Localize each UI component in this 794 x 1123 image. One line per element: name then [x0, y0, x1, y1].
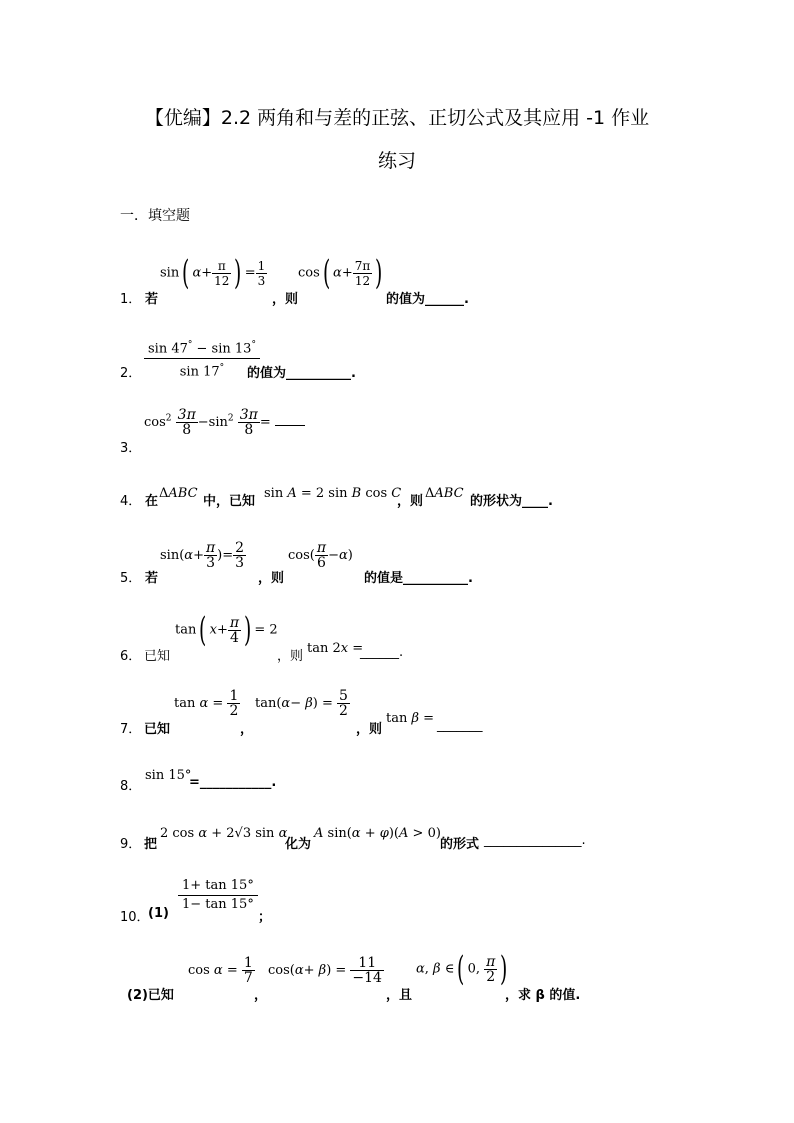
- page-title-line1: 【优编】2.2 两角和与差的正弦、正切公式及其应用 -1 作业: [144, 107, 650, 129]
- q4-mid2: ，则: [397, 494, 424, 509]
- q6-number: 6．: [120, 649, 142, 664]
- q5-pre: 若: [145, 571, 159, 586]
- q1-formula-sin: sin( α+ $\frac{\pi}{12}$ ) = $\frac{1}{3}$: [160, 253, 266, 293]
- q2-formula: $\frac{\sin 47^\circ - \sin 13^\circ}{\sin 17^\circ}$: [144, 336, 260, 382]
- q4-pre: 在: [145, 494, 159, 509]
- q7-formula-1: tan α = $\frac{1}{2}$: [174, 688, 239, 719]
- q6-formula: tan( x+ $\frac{\pi}{4}$ ) = 2: [175, 610, 278, 650]
- q2-number: 2．: [120, 366, 142, 381]
- q4-formula: sin A = 2 sin B cos C: [264, 486, 402, 501]
- q4-post: 的形状为____.: [470, 494, 553, 509]
- section-heading: 一．填空题: [120, 208, 190, 224]
- q6-result: tan 2x =: [307, 641, 364, 656]
- q9-pre: 把: [144, 837, 158, 852]
- q10-part1-label: (1): [148, 906, 169, 921]
- q10-formula-cos: cos α = $\frac{1}{7}$: [188, 955, 253, 986]
- q1-number: 1．: [120, 292, 142, 307]
- q10-part1-formula: $\frac{1+ \tan 15^\circ}{1- \tan 15^\circ}$: [178, 877, 258, 914]
- q2-post: 的值为__________.: [247, 366, 356, 381]
- q9-formula: 2 cos α + 2√3 sin α: [160, 826, 288, 841]
- q8-number: 8．: [120, 779, 142, 794]
- q9-number: 9．: [120, 837, 142, 852]
- q7-formula-2: tan(α− β) = $\frac{5}{2}$: [255, 688, 348, 719]
- q1-mid: ，则: [272, 292, 299, 307]
- q7-post: _______: [437, 718, 483, 733]
- q5-mid: ，则: [258, 571, 285, 586]
- q6-pre: 已知: [144, 649, 171, 664]
- q9-target-form: A sin(α + φ)(A > 0): [314, 826, 441, 841]
- q10-part2-label: (2)已知: [127, 988, 174, 1003]
- q4-triangle-2: ΔABC: [425, 486, 464, 501]
- q7-mid1: ，: [240, 722, 254, 737]
- q10-post: ，求 β 的值.: [505, 988, 581, 1003]
- q7-result: tan β =: [386, 711, 435, 726]
- q5-post: 的值是__________.: [364, 571, 473, 586]
- q9-mid1: 化为: [285, 837, 312, 852]
- q10-mid2: ，且: [386, 988, 413, 1003]
- q3-number: 3．: [120, 441, 142, 456]
- q3-formula: $\cos^2$ $\frac{3\pi}{8}$ $-\sin^2$ $\frac{3\pi}{8}$ =: [144, 408, 305, 437]
- q6-mid: ，则: [277, 649, 304, 664]
- q6-post: ______.: [360, 645, 404, 660]
- q8-formula: sin 15°: [145, 768, 192, 783]
- q1-post: 的值为______.: [386, 292, 469, 307]
- q10-mid1: ，: [254, 988, 268, 1003]
- page-title-line2: 练习: [377, 150, 416, 172]
- q7-number: 7．: [120, 722, 142, 737]
- q10-formula-cos-sum: cos(α+ β) = $\frac{11}{-14}$: [268, 955, 382, 986]
- q9-post: _______________.: [484, 833, 586, 848]
- q5-formula-cos: cos( $\frac{\pi}{6}$ −α): [288, 540, 353, 571]
- q1-formula-cos: cos( α+ $\frac{7\pi}{12}$ ): [298, 253, 383, 293]
- q8-post: =___________.: [189, 775, 277, 790]
- q10-part1-end: ；: [258, 910, 272, 925]
- q1-pre: 若: [145, 292, 159, 307]
- q7-mid2: ，则: [356, 722, 383, 737]
- q10-formula-range: α, β ∈( 0, $\frac{\pi}{2}$ ): [416, 949, 508, 989]
- q9-mid2: 的形式: [440, 837, 480, 852]
- q4-mid1: 中，已知: [203, 494, 256, 509]
- q10-number: 10．: [120, 910, 150, 925]
- q5-formula-sin: sin(α+ $\frac{\pi}{3}$ )= $\frac{2}{3}$: [160, 540, 245, 571]
- q7-pre: 已知: [144, 722, 171, 737]
- q4-triangle-1: ΔABC: [159, 486, 198, 501]
- q5-number: 5．: [120, 571, 142, 586]
- q4-number: 4．: [120, 494, 142, 509]
